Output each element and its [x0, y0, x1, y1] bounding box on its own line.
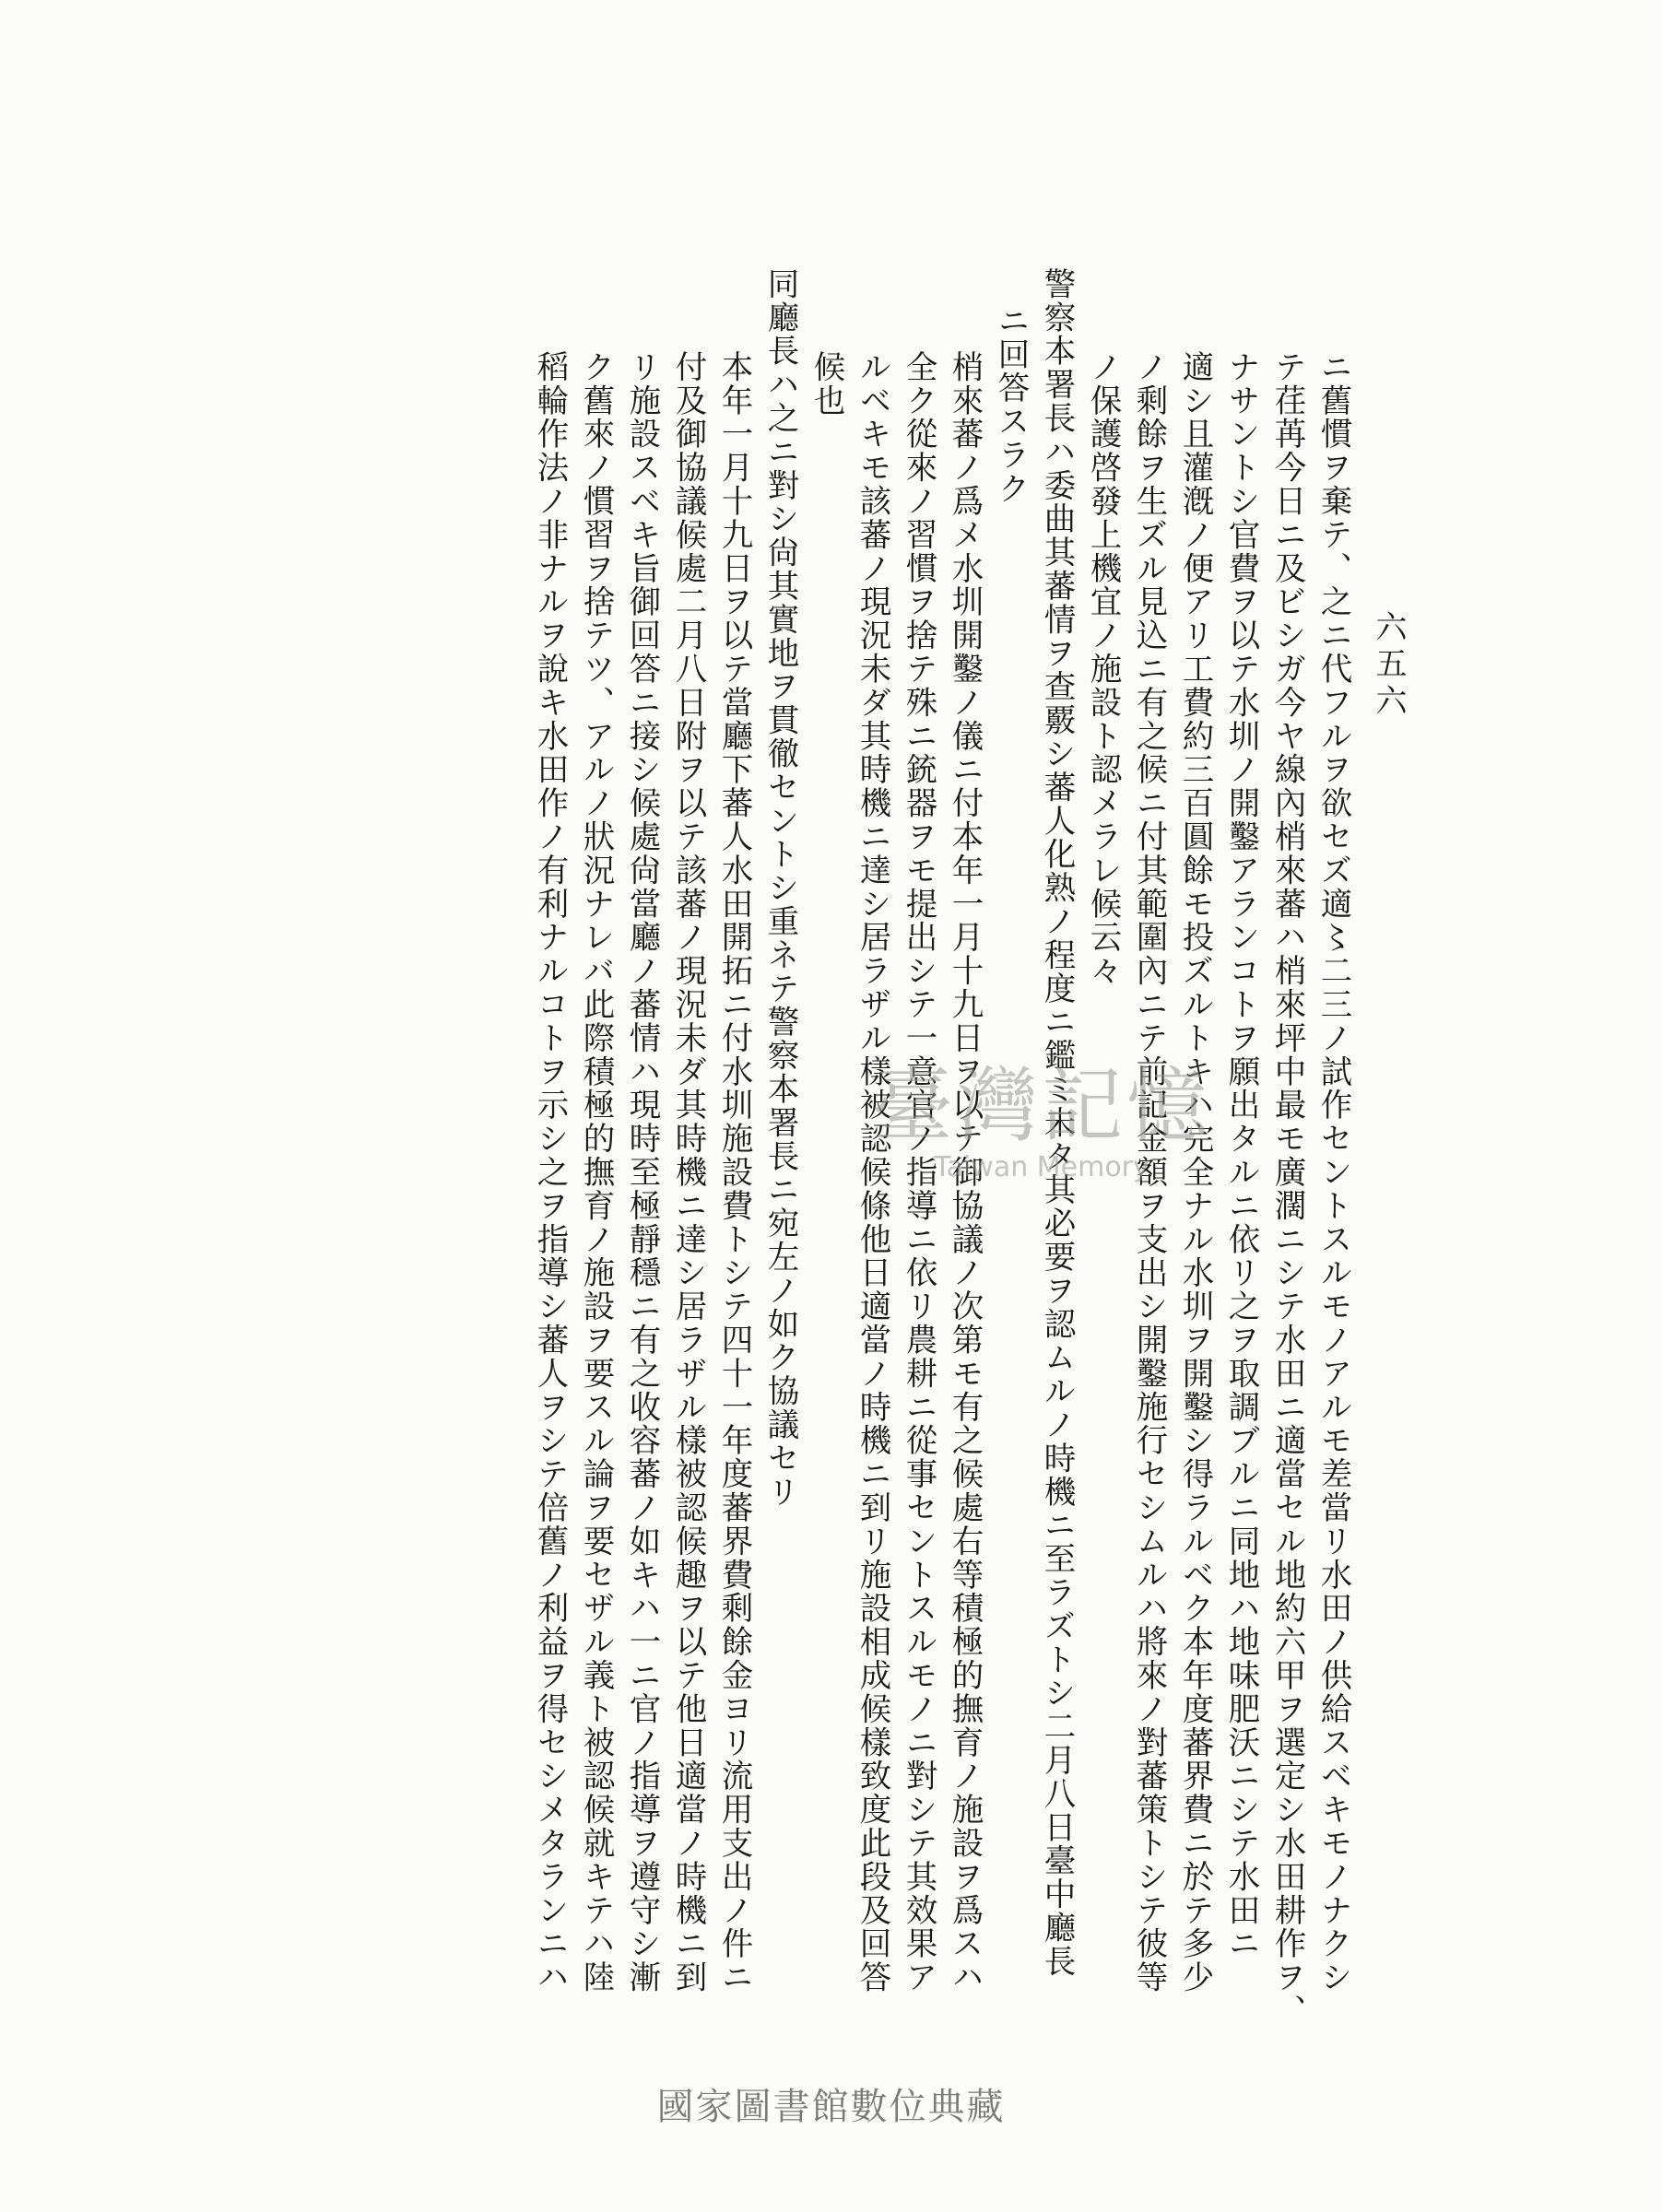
text-column-14: 本年一月十九日ヲ以テ當廳下蕃人水田開拓ニ付水圳施設費トシテ四十一年度蕃界費剩餘金ヨリ流用支出ノ件ニ [715, 350, 752, 1994]
text-column-2: テ荏苒今日ニ及ビシガ今ヤ線內梢來蕃ハ梢來坪中最モ廣濶ニシテ水田ニ適當セル地約六甲ヲ選定シ水田耕作ヲ、 [1268, 350, 1305, 2028]
text-column-8: ニ回答スラク [992, 304, 1029, 506]
text-column-10: 全ク從來ノ習慣ヲ捨テ殊ニ銃器ヲモ提出シテ一意官ノ指導ニ依リ農耕ニ從事セントスルモノニ對シテ其效果ア [900, 350, 937, 1994]
text-column-1: ニ舊慣ヲ棄テ、之ニ代フルヲ欲セズ適〻二三ノ試作セントスルモノアルモ差當リ水田ノ供給スベキモノナクシ [1314, 350, 1351, 1994]
watermark-english: Taiwan Memory [934, 1151, 1149, 1183]
text-column-13: 同廳長ハ之ニ對シ尙其實地ヲ貫徹セントシ重ネテ警察本署長ニ宛左ノ如ク協議セリ [761, 267, 798, 1509]
text-column-11: ルベキモ該蕃ノ現況未ダ其時機ニ達シ居ラザル樣被認候條他日適當ノ時機ニ到リ施設相成候樣致度此段及回答 [854, 350, 890, 1994]
text-column-15: 付及御協議候處二月八日附ヲ以テ該蕃ノ現況未ダ其時機ニ達シ居ラザル樣被認候趣ヲ以テ他日適當ノ時機ニ到 [669, 350, 706, 1994]
text-column-5: ノ剩餘ヲ生ズル見込ニ有之候ニ付其範圍內ニテ前記金額ヲ支出シ開鑿施行セシムルハ將來ノ對蕃策トシテ彼等 [1130, 350, 1167, 1994]
text-column-9: 梢來蕃ノ爲メ水圳開鑿ノ儀ニ付本年一月十九日ヲ以テ御協議ノ次第モ有之候處右等積極的撫育ノ施設ヲ爲スハ [946, 350, 983, 1994]
text-column-3: ナサントシ官費ヲ以テ水圳ノ開鑿アランコトヲ願出タルニ依リ之ヲ取調ブルニ同地ハ地味肥沃ニシテ水田ニ [1222, 350, 1259, 1961]
text-column-12: 候也 [807, 350, 844, 418]
page-number: 六五六 [1370, 610, 1407, 721]
text-column-16: リ施設スベキ旨御回答ニ接シ候處尙當廳ノ蕃情ハ現時至極靜穩ニ有之收容蕃ノ如キハ一ニ官ノ指導ヲ遵守シ漸 [623, 350, 660, 1994]
text-column-18: 稻輪作法ノ非ナルヲ說キ水田作ノ有利ナルコトヲ示シ之ヲ指導シ蕃人ヲシテ倍舊ノ利益ヲ得セシメタランニハ [531, 350, 568, 1994]
text-column-4: 適シ且灌漑ノ便アリ工費約三百圓餘モ投ズルトキハ完全ナル水圳ヲ開鑿シ得ラルベク本年度蕃界費ニ於テ多少 [1176, 350, 1213, 1994]
watermark-chinese: 臺灣記憶 [871, 1058, 1211, 1153]
footer-archive-label: 國家圖書館數位典藏 [656, 2086, 1006, 2128]
text-column-7: 警察本署長ハ委曲其蕃情ヲ查覈シ蕃人化熟ノ程度ニ鑑ミ未タ其必要ヲ認ムルノ時機ニ至ラズトシ二月八日臺中廳長 [1038, 267, 1075, 1979]
text-column-6: ノ保護啓發上機宜ノ施設ト認メラレ候云々 [1084, 350, 1121, 988]
text-column-17: ク舊來ノ慣習ヲ捨テツ、アルノ狀況ナレバ此際積極的撫育ノ施設ヲ要スル論ヲ要セザル義ト被認候就キテハ陸 [577, 350, 614, 1994]
